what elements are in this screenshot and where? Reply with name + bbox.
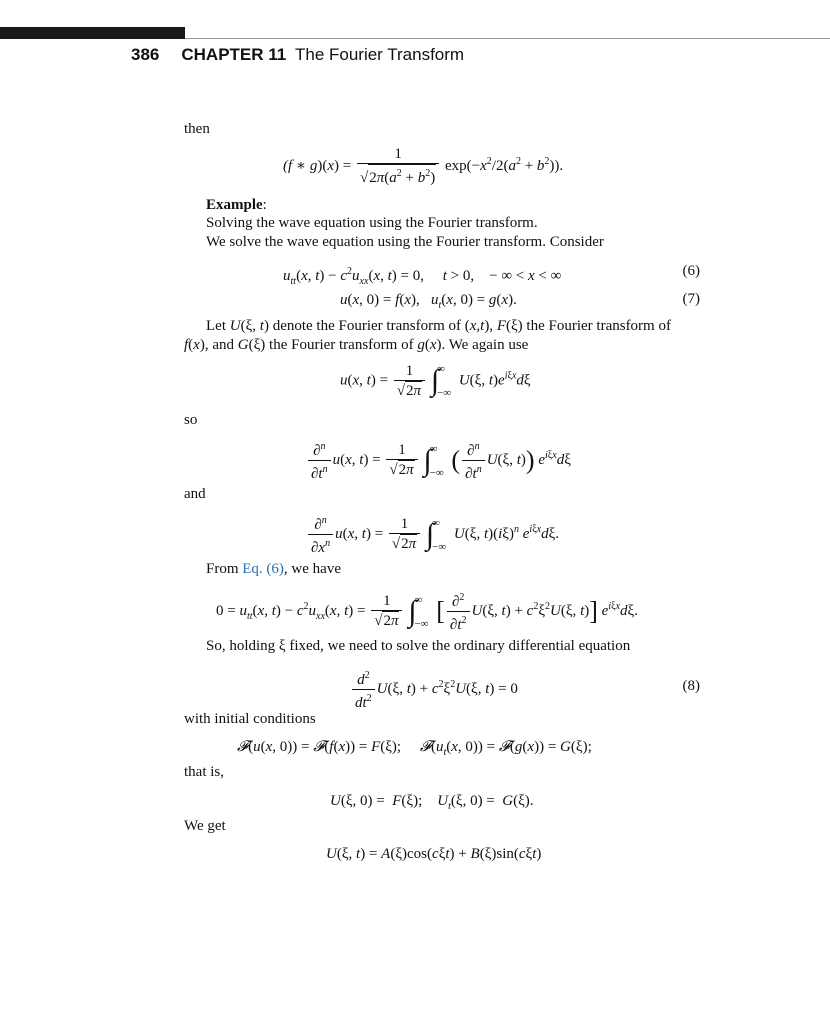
example-heading: Example:: [206, 197, 267, 213]
equation-8-number: (8): [682, 678, 700, 694]
chapter-title: The Fourier Transform: [294, 45, 465, 64]
equation-7-number: (7): [682, 291, 700, 307]
equation-6-number: (6): [682, 263, 700, 279]
running-header: [131, 45, 464, 65]
equation-6: $u_{tt}(x$, $t) - c^2u_{xx}(x$, t) = 0, t > 0, − ∞ < x < ∞: [283, 266, 562, 287]
equation-initial-conditions: 𝓕(u(x, 0)) = 𝓕(f(x)) = F(ξ); $𝓕(u_t(x$, 0)) = 𝓕(g(x)) = G(ξ);: [237, 739, 592, 758]
page-number: 386: [131, 45, 160, 64]
equation-transformed-conditions: U(ξ, 0) = F(ξ); $U_t(\xi$, 0) = G(ξ).: [330, 793, 534, 812]
word-then: then: [184, 121, 210, 137]
paragraph-let-line-2: f(x), and G(ξ) the Fourier transform of g(x). We again use: [184, 337, 529, 353]
equation-substituted: $0 = u_{tt}(x$, $t) - c^2u_{xx}(x$, t) = $\frac{1}{√2\pi}$ ∫ ∞ −∞ [ $\frac{\partial^2}{\partial t^2}$ U(ξ, $t) + c^2\xi^2U(\xi$, t)] $e^{i\xi x}d\xi$.: [216, 592, 638, 633]
so-holding-line: So, holding ξ fixed, we need to solve the ordinary differential equation: [206, 638, 631, 654]
equation-7: u(x, 0) = f(x), $u_t(x$, 0) = g(x).: [340, 292, 517, 311]
paragraph-let-line-1: Let U(ξ, t) denote the Fourier transform of (x,t), F(ξ) the Fourier transform of: [206, 318, 671, 334]
from-eq-line: From Eq. (6), we have: [206, 561, 341, 577]
equation-time-derivative: $\frac{\partial^n}{\partial t^n}$ u(x, t) = $\frac{1}{√2\pi}$ ∫ ∞ −∞ ( $\frac{\partial^n}{\partial t^n}$ U(ξ, t)) $e^{i\xi x}d\xi$: [306, 438, 571, 483]
header-rule: [185, 38, 830, 39]
equation-convolution: (f ∗ g)(x) = $\frac{1}{√2\pi(a^2 + b^2)}$ $\exp(-x^2/2(a^2 + b^2))$.: [283, 146, 564, 186]
equation-space-derivative: $\frac{\partial^n}{\partial x^n}$ u(x, t) = $\frac{1}{√2\pi}$ ∫ ∞ −∞ U(ξ, $t)(i\xi)^n$ $e^{i\xi x}d\xi$.: [306, 512, 559, 557]
that-is-line: that is,: [184, 764, 224, 780]
word-and: and: [184, 486, 206, 502]
with-initial-line: with initial conditions: [184, 711, 316, 727]
equation-inverse-transform: u(x, t) = $\frac{1}{√2\pi}$ ∫ ∞ −∞ U(ξ, $t)e^{i\xi x}d\xi$: [340, 362, 531, 399]
word-so: so: [184, 412, 198, 428]
example-line-1: Solving the wave equation using the Fourier transform.: [206, 215, 538, 231]
equation-8: $\frac{d^2}{dt^2}$ U(ξ, $t) + c^2\xi^2U(\xi$, t) = 0: [350, 667, 518, 712]
header-bar: [0, 27, 185, 39]
we-get-line: We get: [184, 818, 226, 834]
chapter-label: CHAPTER 11: [181, 45, 287, 64]
eq-6-link[interactable]: Eq. (6): [242, 561, 284, 577]
example-line-2: We solve the wave equation using the Fourier transform. Consider: [206, 234, 604, 250]
equation-general-solution: U(ξ, t) = A(ξ)cos(cξt) + B(ξ)sin(cξt): [326, 846, 542, 862]
